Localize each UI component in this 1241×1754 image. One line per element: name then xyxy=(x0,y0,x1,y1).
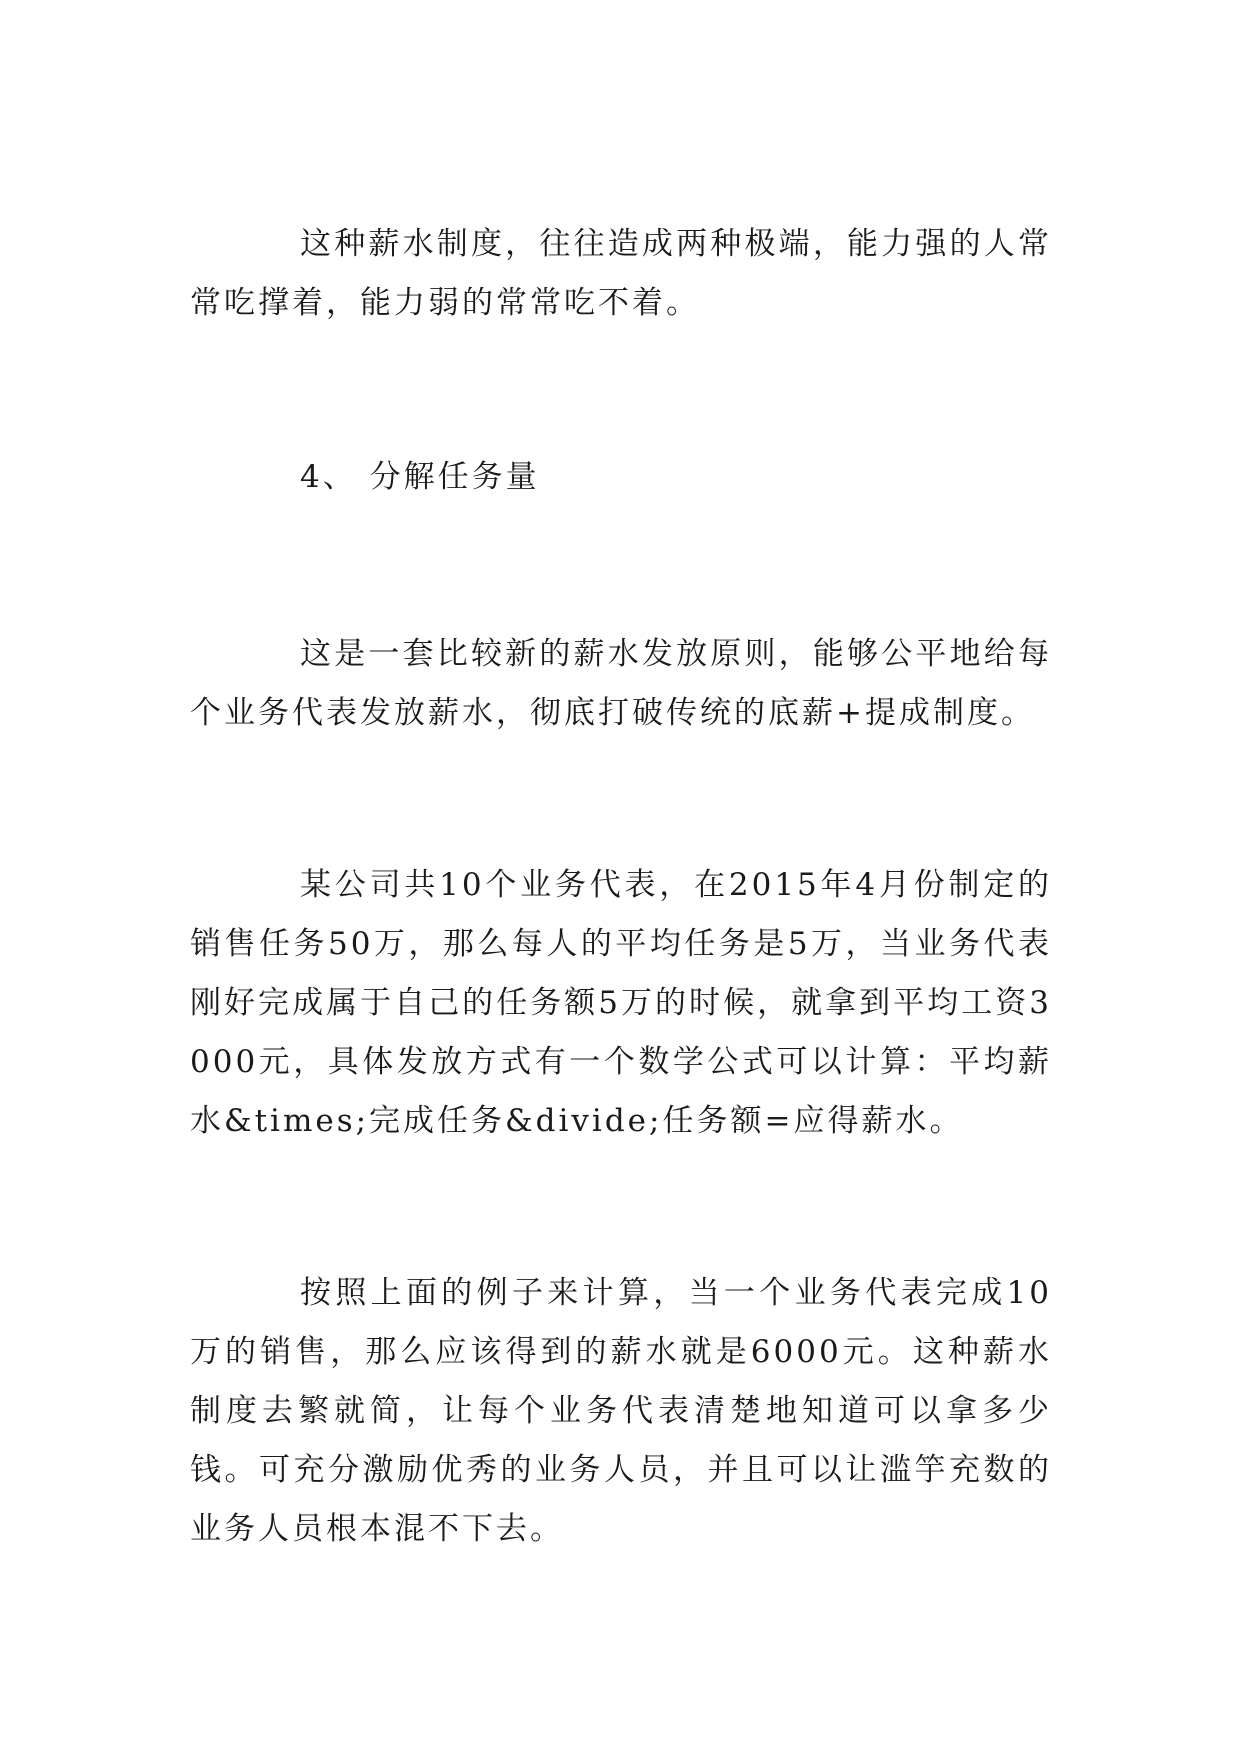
paragraph-new-principle: 这是一套比较新的薪水发放原则，能够公平地给每个业务代表发放薪水，彻底打破传统的底薪+提成制度。 xyxy=(190,636,1052,731)
paragraph-company-example: 某公司共10个业务代表，在2015年4月份制定的销售任务50万，那么每人的平均任务是5万，当业务代表刚好完成属于自己的任务额5万的时候，就拿到平均工资3000元，具体发放方式有一个数学公式可以计算：平均薪水&times;完成任务&divide;任务额=应得薪水。 xyxy=(190,867,1052,1139)
section-heading-task-breakdown: 4、 分解任务量 xyxy=(300,459,540,495)
paragraph-salary-extremes: 这种薪水制度，往往造成两种极端，能力强的人常常吃撑着，能力弱的常常吃不着。 xyxy=(190,226,1052,321)
paragraph-calculation-example: 按照上面的例子来计算，当一个业务代表完成10万的销售，那么应该得到的薪水就是6000元。这种薪水制度去繁就简，让每个业务代表清楚地知道可以拿多少钱。可充分激励优秀的业务人员，并且可以让滥竽充数的业务人员根本混不下去。 xyxy=(190,1275,1052,1547)
